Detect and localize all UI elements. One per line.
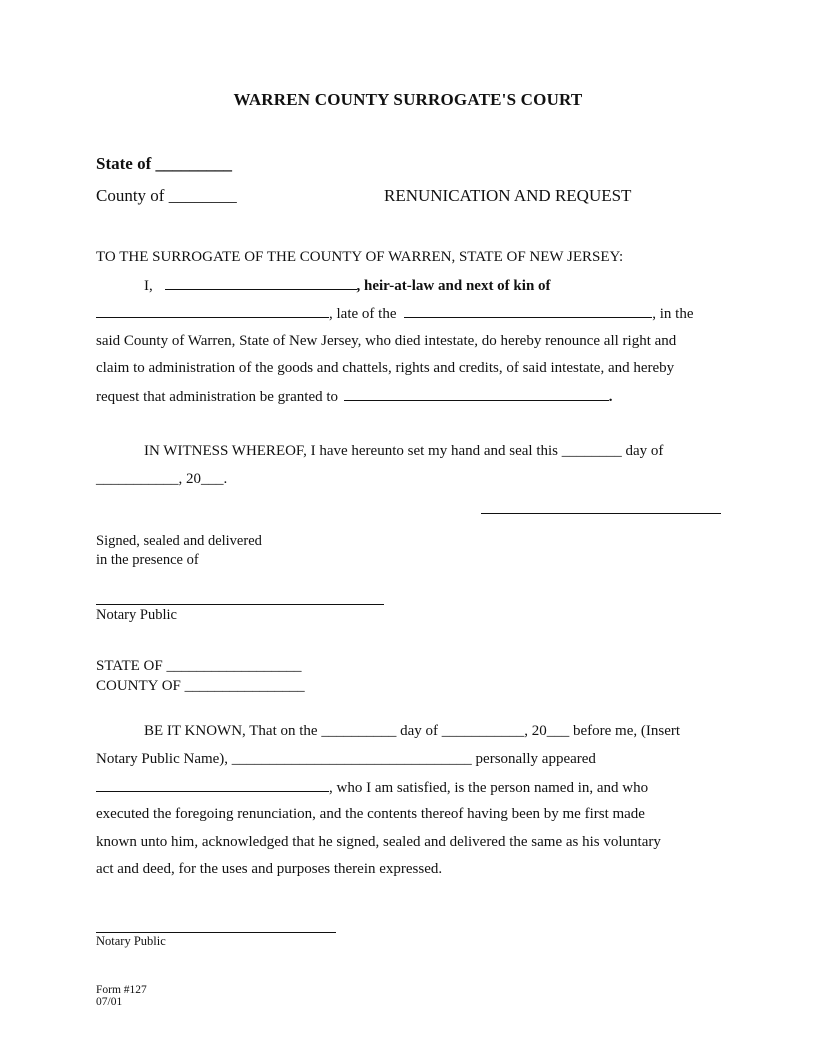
notary-public-label: Notary Public xyxy=(96,607,177,623)
known-line-3 xyxy=(96,779,648,797)
form-number: Form #127 xyxy=(96,984,147,996)
form-date: 07/01 xyxy=(96,996,123,1008)
residence-blank[interactable] xyxy=(404,305,652,318)
paragraph-line-2 xyxy=(96,305,693,323)
heir-name-blank[interactable] xyxy=(165,277,357,290)
administrator-name-blank[interactable] xyxy=(344,388,609,401)
state-of-label: State of _________ xyxy=(96,154,232,173)
presence-of-text: in the presence of xyxy=(96,552,199,568)
notary-county-label: COUNTY OF ________________ xyxy=(96,678,305,694)
witness-signature-line[interactable] xyxy=(96,604,384,605)
person-name-blank[interactable] xyxy=(96,779,329,792)
signature-line[interactable] xyxy=(481,513,721,514)
heir-text: , heir-at-law and next of kin of xyxy=(356,278,551,294)
in-the-text: , in the xyxy=(652,306,694,322)
paragraph-line-5 xyxy=(96,388,613,406)
late-of-text: , late of the xyxy=(329,306,397,322)
paragraph-line-3: said County of Warren, State of New Jersey, who died intestate, do hereby renounce all right and xyxy=(96,333,677,349)
notary-public-label-bottom: Notary Public xyxy=(96,934,166,948)
witness-line-2: ___________, 20___. xyxy=(96,471,228,487)
county-of-label: County of ________ xyxy=(96,186,237,205)
pronoun-i: I, xyxy=(144,278,153,294)
paragraph-line-1 xyxy=(144,277,551,295)
form-title: RENUNICATION AND REQUEST xyxy=(384,186,632,205)
court-title: WARREN COUNTY SURROGATE'S COURT xyxy=(233,90,583,109)
period: . xyxy=(608,389,613,405)
known-line-4: executed the foregoing renunciation, and the contents thereof having been by me first made xyxy=(96,806,645,822)
notary-state-label: STATE OF __________________ xyxy=(96,658,302,674)
request-text: request that administration be granted to xyxy=(96,389,339,405)
notary-signature-line[interactable] xyxy=(96,932,336,933)
known-line-5: known unto him, acknowledged that he signed, sealed and delivered the same as his voluntary xyxy=(96,834,661,850)
paragraph-line-4: claim to administration of the goods and chattels, rights and credits, of said intestate, and hereby xyxy=(96,360,675,376)
known-line-6: act and deed, for the uses and purposes therein expressed. xyxy=(96,861,443,877)
satisfied-text: , who I am satisfied, is the person named in, and who xyxy=(329,780,649,796)
signed-sealed-text: Signed, sealed and delivered xyxy=(96,533,262,549)
salutation: TO THE SURROGATE OF THE COUNTY OF WARREN, STATE OF NEW JERSEY: xyxy=(96,249,624,265)
known-line-1: BE IT KNOWN, That on the __________ day of ___________, 20___ before me, (Insert xyxy=(144,723,681,739)
known-line-2: Notary Public Name), ________________________________ personally appeared xyxy=(96,751,596,767)
decedent-name-blank[interactable] xyxy=(96,305,329,318)
witness-line-1: IN WITNESS WHEREOF, I have hereunto set my hand and seal this ________ day of xyxy=(144,443,664,459)
